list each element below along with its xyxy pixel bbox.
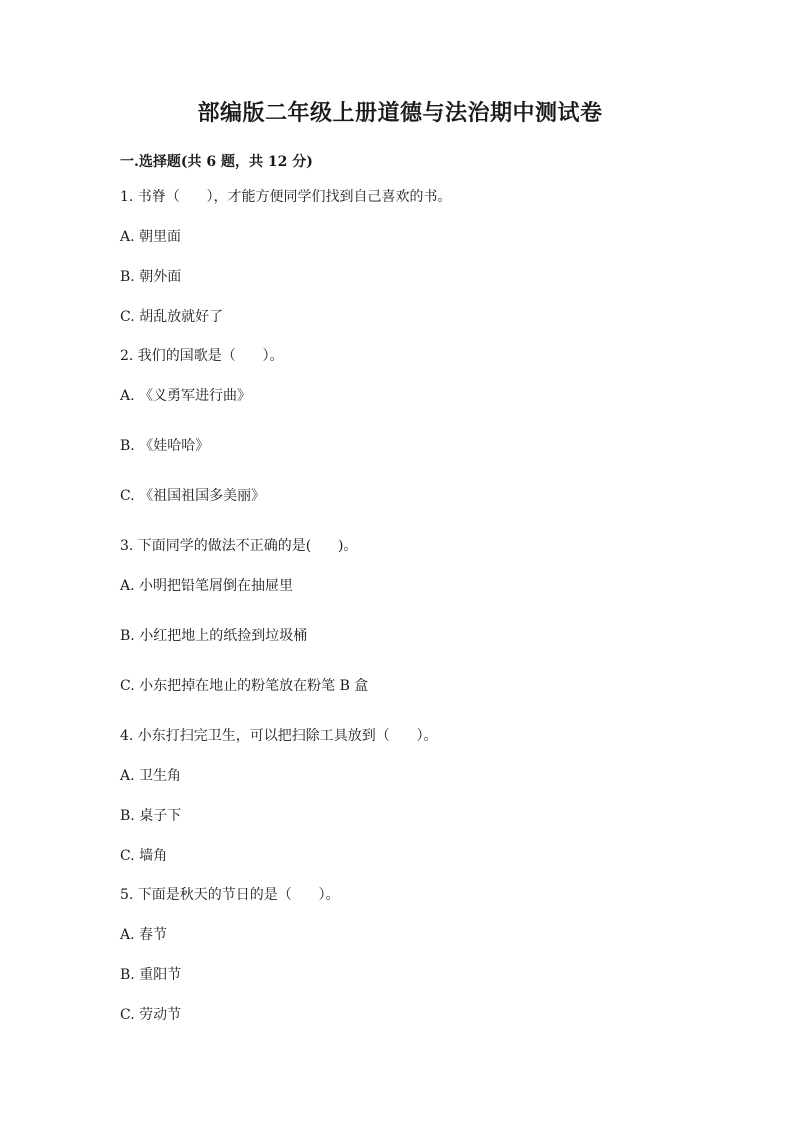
question-4-option-a[interactable]: A. 卫生角 (120, 768, 182, 784)
question-2-option-a[interactable]: A. 《义勇军进行曲》 (120, 388, 252, 404)
question-5-option-a[interactable]: A. 春节 (120, 927, 168, 943)
question-3-option-c[interactable]: C. 小东把掉在地止的粉笔放在粉笔 B 盒 (120, 678, 369, 694)
exam-title: 部编版二年级上册道德与法治期中测试卷 (197, 100, 603, 126)
question-5-stem: 5. 下面是秋天的节日的是（ ）。 (120, 887, 340, 903)
section-heading: 一.选择题(共 6 题，共 12 分) (120, 154, 313, 170)
question-1-stem: 1. 书脊（ ），才能方便同学们找到自己喜欢的书。 (120, 189, 452, 205)
question-3-option-a[interactable]: A. 小明把铅笔屑倒在抽屉里 (120, 578, 294, 594)
question-3-option-b[interactable]: B. 小红把地上的纸捡到垃圾桶 (120, 628, 308, 644)
question-1-option-b[interactable]: B. 朝外面 (120, 269, 182, 285)
question-1-option-a[interactable]: A. 朝里面 (120, 229, 182, 245)
question-4-option-c[interactable]: C. 墙角 (120, 848, 168, 864)
question-3-stem: 3. 下面同学的做法不正确的是( )。 (120, 538, 358, 554)
question-2-option-c[interactable]: C. 《祖国祖国多美丽》 (120, 488, 266, 504)
question-2-option-b[interactable]: B. 《娃哈哈》 (120, 438, 210, 454)
question-4-option-b[interactable]: B. 桌子下 (120, 808, 182, 824)
question-5-option-b[interactable]: B. 重阳节 (120, 967, 182, 983)
question-2-stem: 2. 我们的国歌是（ ）。 (120, 348, 284, 364)
question-4-stem: 4. 小东打扫完卫生，可以把扫除工具放到（ ）。 (120, 728, 438, 744)
question-1-option-c[interactable]: C. 胡乱放就好了 (120, 309, 224, 325)
question-5-option-c[interactable]: C. 劳动节 (120, 1007, 182, 1023)
